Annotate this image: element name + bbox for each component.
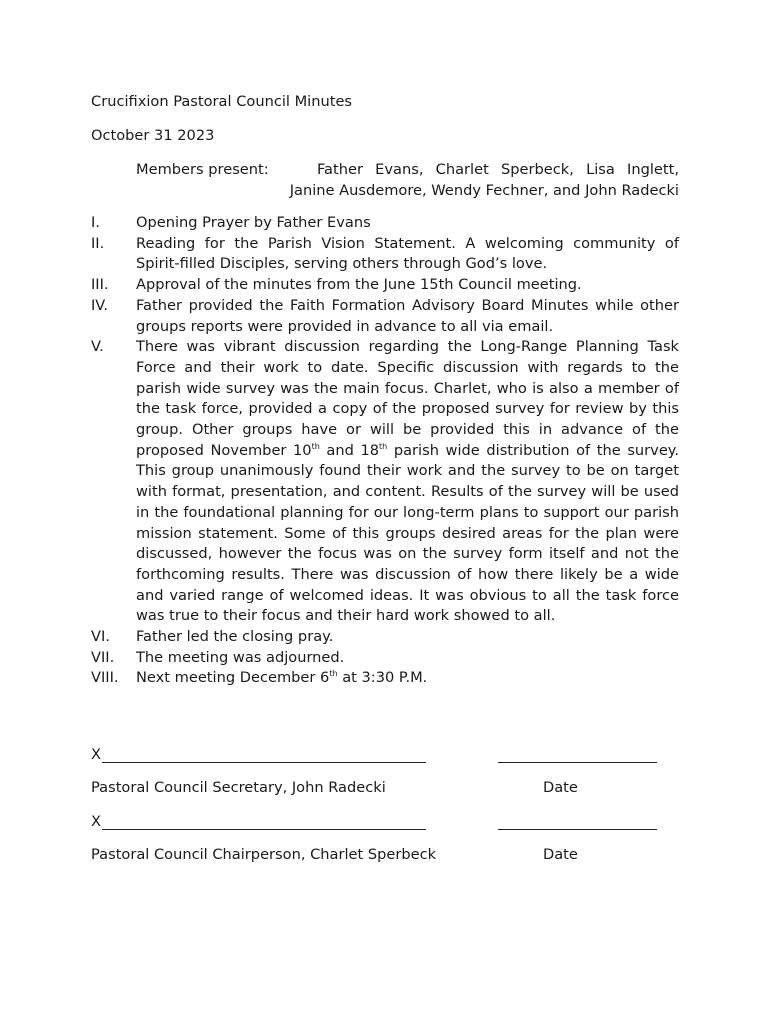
item-number: II. — [91, 234, 105, 252]
item-text: The meeting was adjourned. — [136, 648, 345, 666]
agenda-list — [91, 213, 679, 689]
ordinal-suffix: th — [329, 669, 338, 679]
item-text: Reading for the Parish Vision Statement. A welcoming community of Spirit-filled Disciples, serving others through God’s love. — [136, 234, 679, 273]
secretary-label: Pastoral Council Secretary, John Radecki — [91, 779, 386, 796]
item-text-part: at 3:30 P.M. — [337, 669, 428, 687]
item-number: I. — [91, 214, 100, 231]
agenda-item — [91, 337, 679, 627]
item-number: IV. — [91, 296, 109, 314]
item-number: III. — [91, 276, 109, 294]
document-title: Crucifixion Pastoral Council Minutes — [91, 93, 353, 110]
members-label: Members present: — [136, 161, 269, 178]
item-text — [136, 337, 679, 627]
item-number: VI. — [91, 628, 110, 646]
members-line-1: Father Evans, Charlet Sperbeck, Lisa Inglett, — [317, 161, 679, 178]
ordinal-suffix: th — [311, 441, 320, 451]
chairperson-date-line[interactable] — [498, 829, 657, 830]
ordinal-suffix: th — [379, 441, 388, 451]
secretary-signature-line[interactable] — [102, 762, 426, 763]
secretary-date-line[interactable] — [498, 762, 657, 763]
members-present — [136, 159, 679, 201]
meeting-date: October 31 2023 — [91, 127, 215, 144]
chairperson-date-label: Date — [543, 846, 578, 863]
chairperson-x-mark: X — [91, 813, 101, 830]
item-text — [136, 668, 679, 689]
item-text-part: parish wide distribution of the survey. This group unanimously found their work and the survey to be on target with format, presentation, and content. Results of the survey will be used in the foundational planning for our long-term plans to support our parish mission statement. Some of this groups desired areas for the plan were discussed, however the focus was on the survey form itself and not the forthcoming results. There was discussion of how there likely be a wide and varied range of welcomed ideas. It was obvious to all the task force was true to their focus and their hard work showed to all. — [136, 441, 679, 625]
agenda-item — [91, 213, 679, 234]
item-text-part: and 18 — [319, 441, 380, 459]
agenda-item — [91, 627, 679, 648]
secretary-x-mark: X — [91, 746, 101, 763]
item-number: V. — [91, 338, 104, 356]
chairperson-signature-line[interactable] — [102, 829, 426, 830]
chairperson-label: Pastoral Council Chairperson, Charlet Sperbeck — [91, 846, 437, 863]
agenda-item — [91, 648, 679, 669]
item-text-part: Next meeting December 6 — [136, 669, 330, 687]
secretary-date-label: Date — [543, 779, 578, 796]
item-text: Father led the closing pray. — [136, 628, 334, 646]
members-line-2: Janine Ausdemore, Wendy Fechner, and John Radecki — [289, 182, 679, 199]
item-text-part: There was vibrant discussion regarding the Long-Range Planning Task Force and their work to date. Specific discussion with regards to the parish wide survey was the main focus. Charlet, who is also a member of the task force, provided a copy of the proposed survey for review by this group. Other groups have or will be provided this in advance of the proposed November 10 — [136, 338, 679, 459]
agenda-item — [91, 234, 679, 275]
item-number: VII. — [91, 648, 115, 666]
item-number: VIII. — [91, 669, 119, 687]
agenda-item — [91, 296, 679, 337]
item-text: Approval of the minutes from the June 15th Council meeting. — [136, 276, 582, 294]
item-text: Father provided the Faith Formation Advisory Board Minutes while other groups reports were provided in advance to all via email. — [136, 296, 679, 335]
agenda-item — [91, 275, 679, 296]
agenda-item — [91, 668, 679, 689]
item-text: Opening Prayer by Father Evans — [136, 214, 371, 231]
